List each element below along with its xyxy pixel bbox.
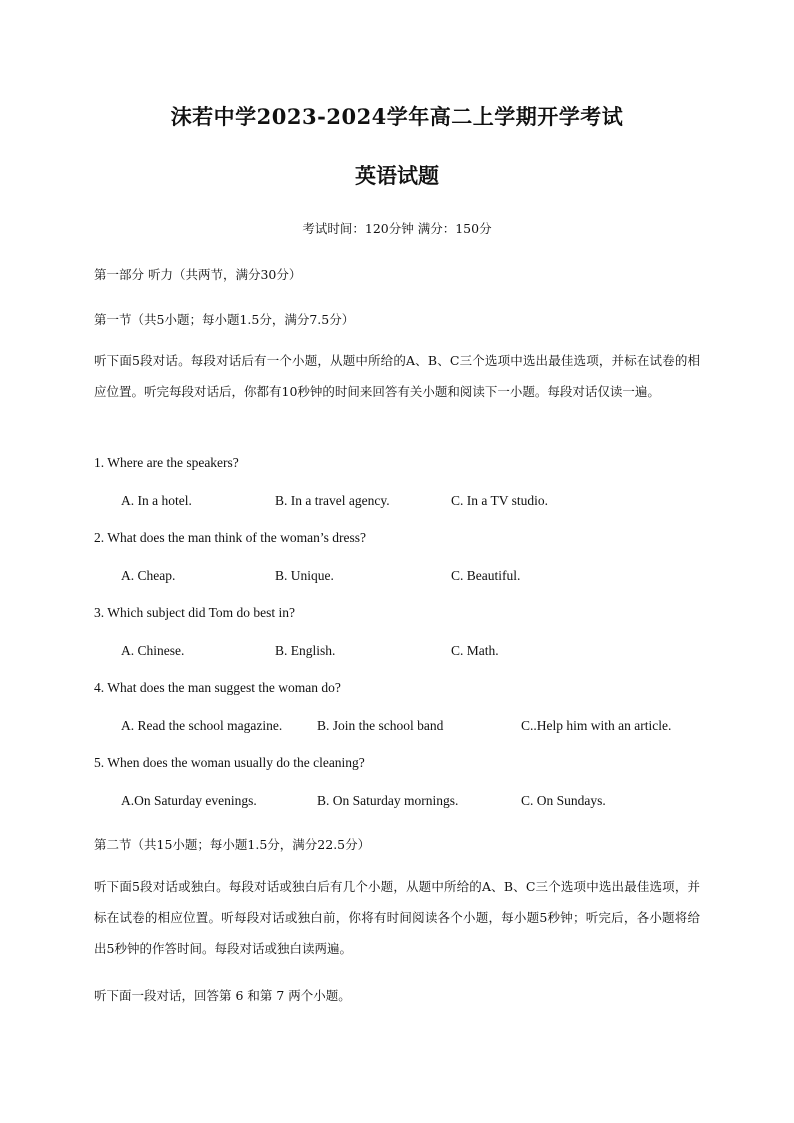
question-2: 2. What does the man think of the woman’s dress? [94, 530, 366, 545]
question-4-option-a: A. Read the school magazine. [121, 718, 283, 733]
question-2-option-c: C. Beautiful. [451, 568, 521, 583]
exam-subtitle: 英语试题 [355, 163, 439, 188]
question-4-option-c: C..Help him with an article. [521, 718, 672, 733]
question-5-option-c: C. On Sundays. [521, 793, 606, 808]
section2-heading: 第二节（共15小题；每小题1.5分，满分22.5分） [94, 837, 371, 852]
exam-meta: 考试时间：120分钟 满分：150分 [302, 221, 492, 236]
section1-heading: 第一节（共5小题；每小题1.5分，满分7.5分） [94, 312, 355, 327]
question-5-option-b: B. On Saturday mornings. [317, 793, 459, 808]
question-1-option-a: A. In a hotel. [121, 493, 192, 508]
question-2-option-a: A. Cheap. [121, 568, 176, 583]
question-4-option-b: B. Join the school band [317, 718, 444, 733]
question-3-option-c: C. Math. [451, 643, 499, 658]
question-5: 5. When does the woman usually do the cleaning? [94, 755, 365, 770]
section2-directive: 听下面一段对话，回答第 6 和第 7 两个小题。 [94, 988, 351, 1003]
question-3-option-a: A. Chinese. [121, 643, 185, 658]
question-1: 1. Where are the speakers? [94, 455, 239, 470]
section2-instructions: 听下面5段对话或独白。每段对话或独白后有几个小题，从题中所给的A、B、C三个选项中选出最佳选项，并标在试卷的相应位置。听每段对话或独白前，你将有时间阅读各个小题，每小题5秒钟；听完后，各小题将给出5秒钟的作答时间。每段对话或独白读两遍。 [94, 879, 700, 956]
question-3-option-b: B. English. [275, 643, 336, 658]
question-1-option-b: B. In a travel agency. [275, 493, 390, 508]
section1-instructions: 听下面5段对话。每段对话后有一个小题，从题中所给的A、B、C三个选项中选出最佳选项，并标在试卷的相应位置。听完每段对话后，你都有10秒钟的时间来回答有关小题和阅读下一小题。每段对话仅读一遍。 [94, 353, 700, 399]
part1-heading: 第一部分 听力（共两节，满分30分） [94, 267, 302, 282]
question-1-option-c: C. In a TV studio. [451, 493, 549, 508]
question-4: 4. What does the man suggest the woman do? [94, 680, 341, 695]
question-5-option-a: A.On Saturday evenings. [121, 793, 257, 808]
exam-title: 沫若中学2023-2024学年高二上学期开学考试 [170, 104, 624, 129]
question-2-option-b: B. Unique. [275, 568, 334, 583]
question-3: 3. Which subject did Tom do best in? [94, 605, 296, 620]
